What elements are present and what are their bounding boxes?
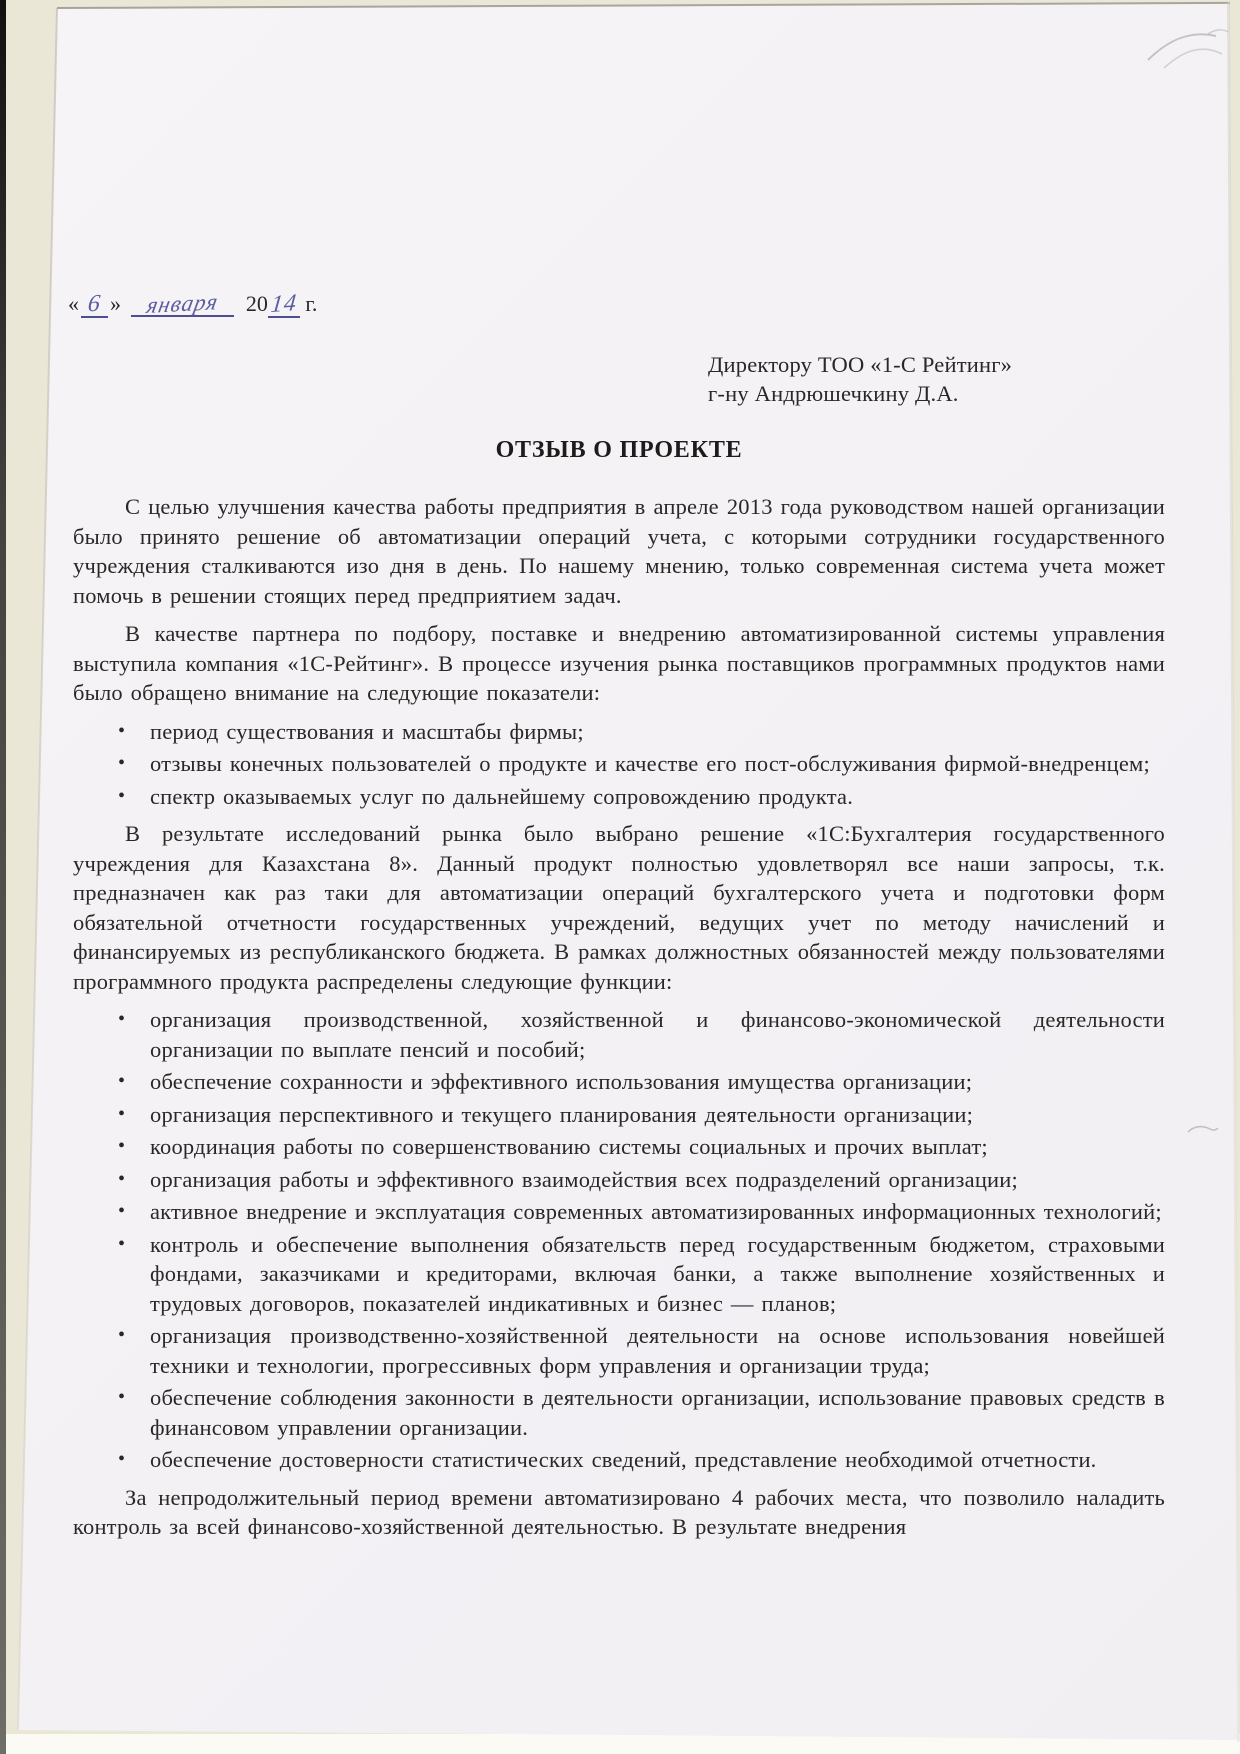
date-month-blank: [131, 288, 234, 319]
handwritten-year: 14: [269, 289, 299, 319]
list-item: • обеспечение сохранности и эффективного использования имущества организации;: [73, 1067, 1165, 1097]
list-item: • контроль и обеспечение выполнения обязательств перед государственным бюджетом, страховыми фондами, заказчиками и кредиторами, включая банки, а также выполнение хозяйственных и трудовых договоров, показателей индикативных и бизнес — планов;: [73, 1230, 1165, 1319]
open-quote: «: [68, 291, 79, 316]
paragraph-solution: В результате исследований рынка было выбрано решение «1С:Бухгалтерия государственного учреждения для Казахстана 8». Данный продукт полностью удовлетворял все наши запросы, т.к. предназначен как раз таки для автоматизации операций бухгалтерского учета и подготовки форм обязательной отчетности государственных учреждений, ведущих учет по методу начислений и финансируемых из республиканского бюджета. В рамках должностных обязанностей между пользователями программного продукта распределены следующие функции:: [73, 821, 1165, 994]
document-title: ОТЗЫВ О ПРОЕКТЕ: [495, 437, 743, 463]
date-day-blank: [81, 292, 108, 318]
year-printed: 20: [245, 291, 268, 316]
list-item: • обеспечение соблюдения законности в деятельности организации, использование правовых средств в финансовом управлении организации.: [73, 1383, 1165, 1442]
list-item: • период существования и масштабы фирмы;: [73, 717, 1165, 747]
date-year-blank: [268, 289, 300, 319]
addressee-line2: г-ну Андрюшечкину Д.А.: [708, 380, 959, 406]
document-body: [73, 492, 1165, 1542]
list-item: • организация работы и эффективного взаимодействия всех подразделений организации;: [73, 1165, 1165, 1195]
functions-list: [73, 1005, 1165, 1475]
addressee-block: [708, 351, 1012, 408]
paragraph-partner: В качестве партнера по подбору, поставке и внедрению автоматизированной системы управления выступила компания «1С-Рейтинг». В процессе изучения рынка поставщиков программных продуктов нами было обращено внимание на следующие показатели:: [73, 621, 1165, 705]
handwritten-day: 6: [86, 290, 103, 318]
addressee-line1: Директору ТОО «1-С Рейтинг»: [708, 352, 1013, 377]
date-line: [68, 288, 318, 319]
list-item: • обеспечение достоверности статистических сведений, представление необходимой отчетности.: [73, 1445, 1165, 1475]
criteria-list: [73, 717, 1165, 812]
list-item: • активное внедрение и эксплуатация современных автоматизированных информационных технологий;: [73, 1197, 1165, 1227]
handwritten-month: января: [144, 288, 221, 319]
paragraph-results: За непродолжительный период времени автоматизировано 4 рабочих места, что позволило наладить контроль за всей финансово-хозяйственной деятельностью. В результате внедрения: [73, 1484, 1165, 1539]
list-item: • координация работы по совершенствованию системы социальных и прочих выплат;: [73, 1132, 1165, 1162]
close-quote: »: [110, 291, 121, 316]
list-item: • отзывы конечных пользователей о продукте и качестве его пост-обслуживания фирмой-внедренцем;: [73, 749, 1165, 779]
list-item: • спектр оказываемых услуг по дальнейшему сопровождению продукта.: [73, 782, 1165, 812]
list-item: • организация производственно-хозяйственной деятельности на основе использования новейшей техники и технологии, прогрессивных форм управления и организации труда;: [73, 1321, 1165, 1380]
date-suffix: г.: [305, 291, 318, 316]
scan-left-edge: [0, 0, 6, 1754]
list-item: • организация производственной, хозяйственной и финансово-экономической деятельности организации по выплате пенсий и пособий;: [73, 1005, 1165, 1064]
list-item: • организация перспективного и текущего планирования деятельности организации;: [73, 1100, 1165, 1130]
paragraph-intro: С целью улучшения качества работы предприятия в апреле 2013 года руководством нашей организации было принято решение об автоматизации операций учета, с которыми сотрудники государственного учреждения сталкиваются изо дня в день. По нашему мнению, только современная система учета может помочь в решении стоящих перед предприятием задач.: [73, 494, 1165, 608]
